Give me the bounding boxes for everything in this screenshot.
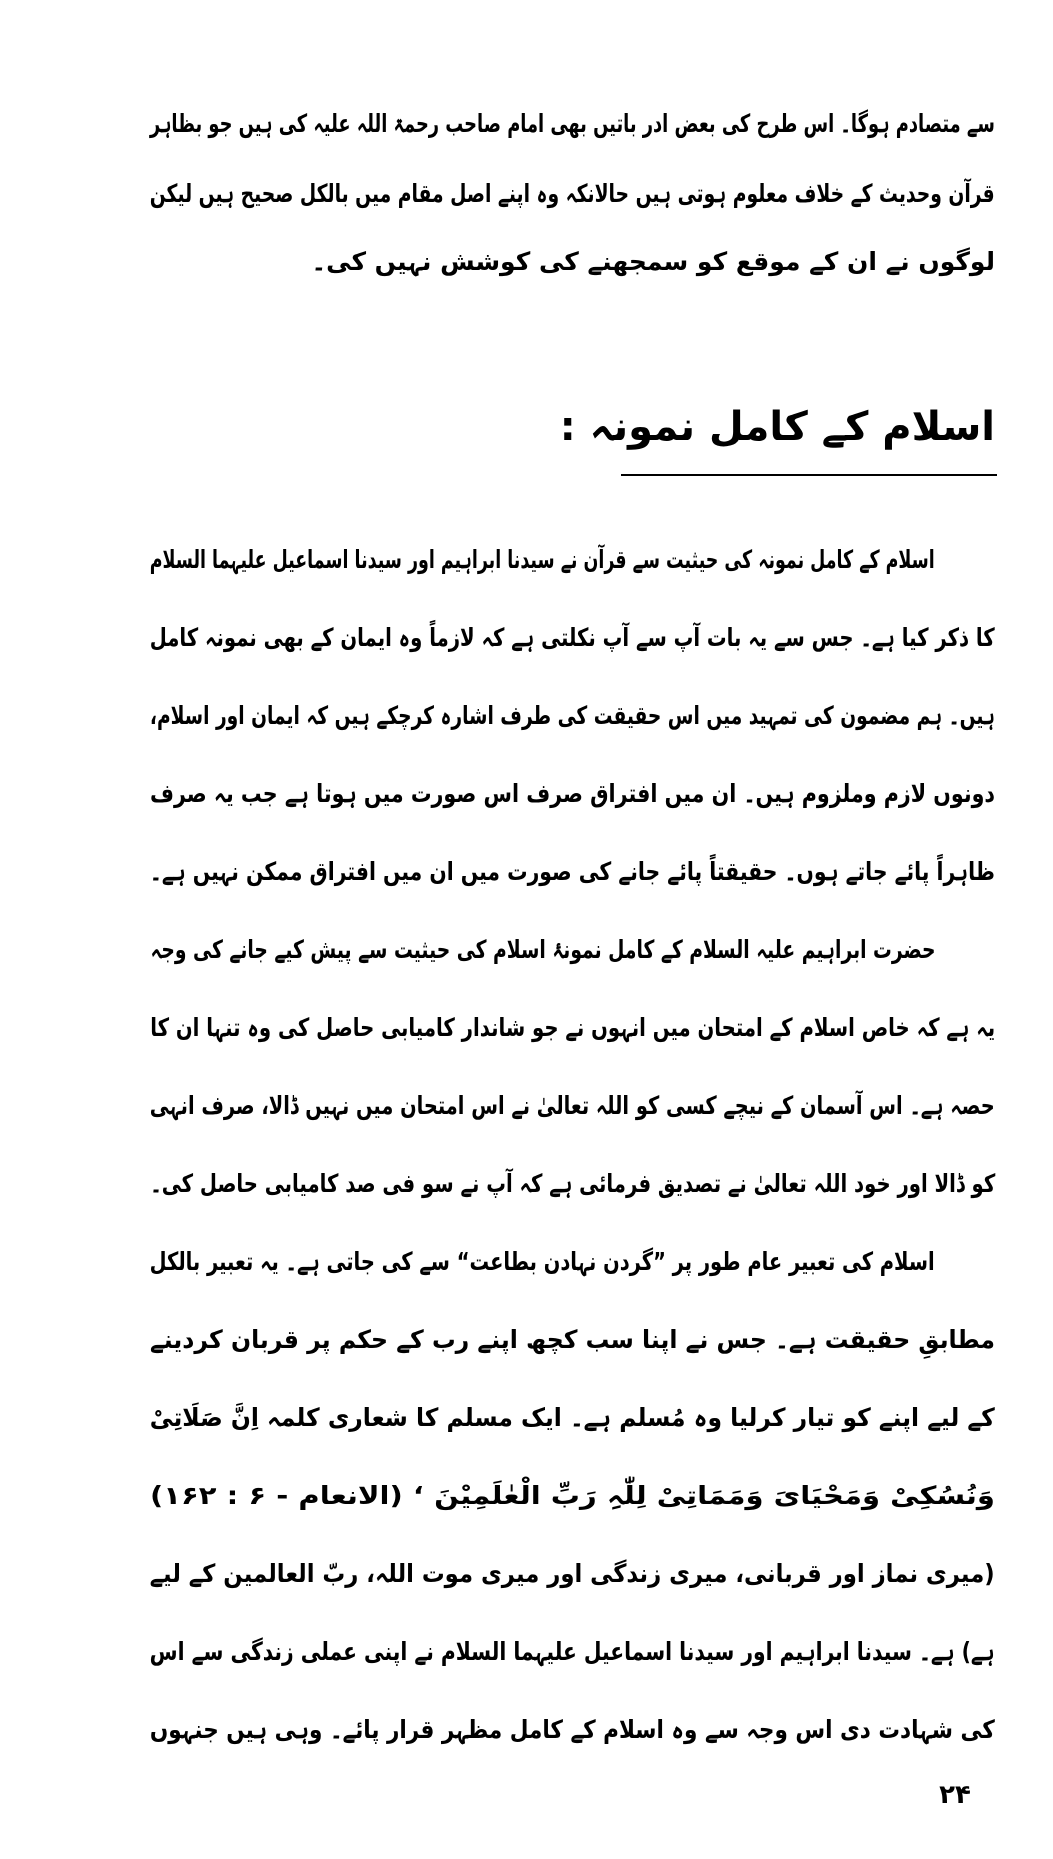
line-text: حصہ ہے۔ اس آسمان کے نیچے کسی کو اللہ تعالیٰ نے اس امتحان میں نہیں ڈالا، صرف انہی	[150, 1091, 995, 1120]
page-number: ۲۴	[939, 1780, 971, 1810]
heading-underline	[621, 474, 997, 476]
line-text: ہے) ہے۔ سیدنا ابراہیم اور سیدنا اسماعیل علیہما السلام نے اپنی عملی زندگی سے اس	[150, 1637, 995, 1666]
line-text: کی شہادت دی اس وجہ سے وہ اسلام کے کامل مظہر قرار پائے۔ وہی ہیں جنہوں	[150, 1715, 995, 1744]
line-text: دونوں لازم وملزوم ہیں۔ ان میں افتراق صرف اس صورت میں ہوتا ہے جب یہ صرف	[150, 779, 995, 808]
body-line	[150, 688, 995, 744]
body-line	[150, 922, 935, 978]
line-text: اسلام کی تعبیر عام طور پر ”گردن نہادن بطاعت“ سے کی جاتی ہے۔ یہ تعبیر بالکل	[150, 1247, 935, 1276]
body-line	[150, 610, 995, 666]
body-line	[150, 1156, 995, 1212]
body-line	[150, 532, 935, 588]
line-text: (میری نماز اور قربانی، میری زندگی اور میری موت اللہ، ربّ العالمین کے لیے	[150, 1559, 995, 1588]
line-text: سے متصادم ہوگا۔ اس طرح کی بعض ادر باتیں بھی امام صاحب رحمۃ اللہ علیہ کی ہیں جو بظاہر	[149, 109, 995, 138]
line-text: حضرت ابراہیم علیہ السلام کے کامل نمونۂ اسلام کی حیثیت سے پیش کیے جانے کی وجہ	[150, 935, 935, 964]
section-heading: اسلام کے کامل نمونہ :	[559, 404, 995, 450]
intro-line	[150, 166, 995, 222]
intro-line	[150, 234, 995, 290]
line-text: کو ڈالا اور خود اللہ تعالیٰ نے تصدیق فرمائی ہے کہ آپ نے سو فی صد کامیابی حاصل کی۔	[150, 1169, 995, 1198]
quran-verse-line	[150, 1468, 995, 1524]
line-text: یہ ہے کہ خاص اسلام کے امتحان میں انہوں نے جو شاندار کامیابی حاصل کی وہ تنہا ان کا	[150, 1013, 995, 1042]
body-line	[150, 1546, 995, 1602]
body-line	[150, 1078, 995, 1134]
intro-line	[150, 96, 995, 152]
line-text: لوگوں نے ان کے موقع کو سمجھنے کی کوشش نہیں کی۔	[311, 247, 995, 276]
line-text: وَنُسُکِیْ وَمَحْیَایَ وَمَمَاتِیْ لِلّٰہِ رَبِّ الْعٰلَمِیْنَ ‘ (الانعام - ۶ : ۱۶۲)	[150, 1481, 995, 1510]
body-line	[150, 1390, 995, 1446]
line-text: کا ذکر کیا ہے۔ جس سے یہ بات آپ سے آپ نکلتی ہے کہ لازماً وہ ایمان کے بھی نمونہ کامل	[150, 623, 995, 652]
body-line	[150, 766, 995, 822]
body-line	[150, 1000, 995, 1056]
line-text: ہیں۔ ہم مضمون کی تمہید میں اس حقیقت کی طرف اشارہ کرچکے ہیں کہ ایمان اور اسلام،	[150, 701, 995, 730]
body-line	[150, 1312, 995, 1368]
body-line	[150, 1702, 995, 1758]
line-text: ظاہراً پائے جاتے ہوں۔ حقیقتاً پائے جانے کی صورت میں ان میں افتراق ممکن نہیں ہے۔	[150, 857, 995, 886]
line-text: کے لیے اپنے کو تیار کرلیا وہ مُسلم ہے۔ ایک مسلم کا شعاری کلمہ اِنَّ صَلَاتِیْ	[150, 1403, 995, 1432]
body-line	[150, 844, 995, 900]
line-text: قرآن وحدیث کے خلاف معلوم ہوتی ہیں حالانکہ وہ اپنے اصل مقام میں بالکل صحیح ہیں لیکن	[150, 179, 995, 208]
body-line	[150, 1234, 935, 1290]
line-text: مطابقِ حقیقت ہے۔ جس نے اپنا سب کچھ اپنے رب کے حکم پر قربان کردینے	[150, 1325, 995, 1354]
line-text: اسلام کے کامل نمونہ کی حیثیت سے قرآن نے سیدنا ابراہیم اور سیدنا اسماعیل علیہما السلام	[150, 545, 935, 574]
body-line	[150, 1624, 995, 1680]
